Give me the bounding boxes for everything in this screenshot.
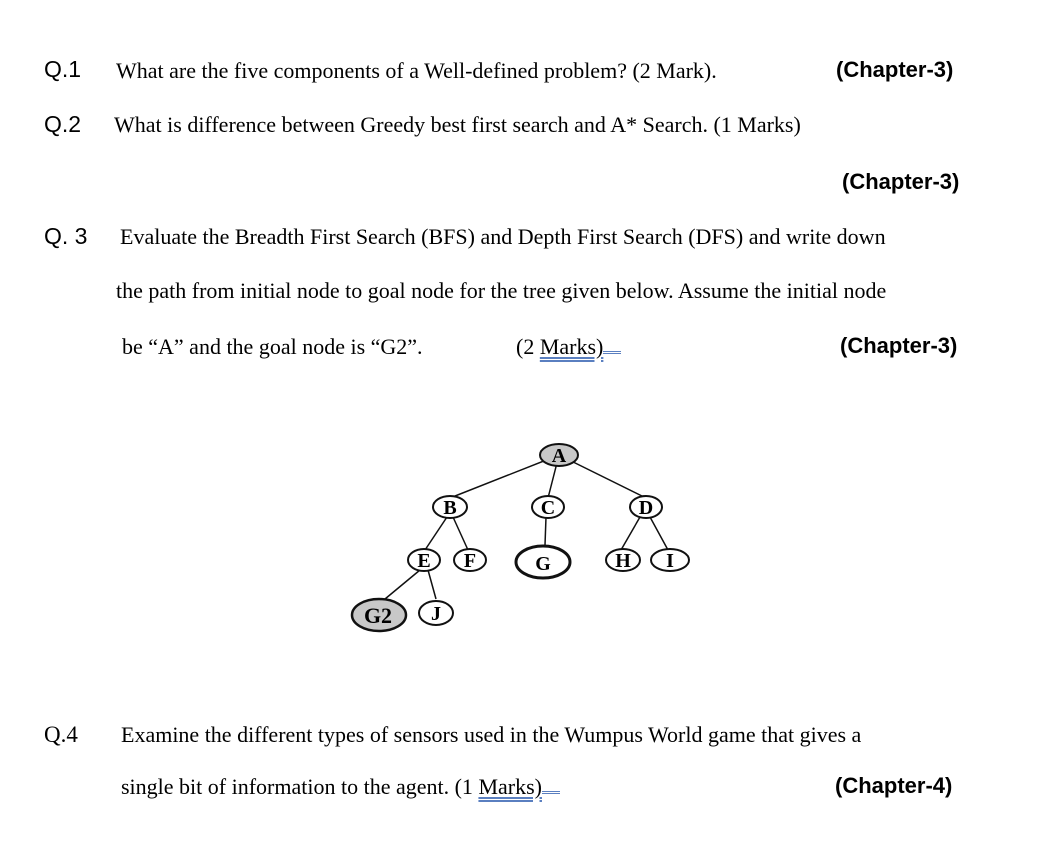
q4-number: Q.4 (44, 722, 78, 747)
node-e (408, 549, 440, 572)
q4-chapter: (Chapter-4) (835, 773, 953, 798)
node-h (606, 549, 640, 572)
node-b (433, 496, 467, 519)
q1-text: What are the five components of a Well-defined problem? (2 Mark). (116, 58, 717, 83)
node-e-label: E (417, 550, 431, 572)
node-b-label: B (443, 497, 457, 519)
q4-line-2-text: single bit of information to the agent. (1 (121, 774, 479, 799)
q3-marks-word: Marks) (539, 334, 604, 359)
q2-text: What is difference between Greedy best first search and A* Search. (1 Marks) (114, 112, 801, 137)
node-d (630, 496, 662, 519)
q1-chapter: (Chapter-3) (836, 57, 954, 82)
node-i (651, 549, 689, 572)
edge-d-h (621, 517, 640, 550)
q1-number: Q.1 (44, 56, 82, 82)
q2-number: Q.2 (44, 111, 82, 137)
node-h-label: H (615, 550, 631, 572)
q4-line-2 (121, 774, 560, 800)
q3-marks-underline (603, 351, 621, 354)
q2-chapter: (Chapter-3) (842, 169, 960, 194)
q3-line-2: the path from initial node to goal node for the tree given below. Assume the initial node (116, 278, 887, 303)
q4-marks-underline (542, 791, 560, 794)
edge-b-f (453, 517, 468, 550)
q3-chapter: (Chapter-3) (840, 333, 958, 358)
edge-e-g2 (385, 570, 420, 599)
q4-line-1: Examine the different types of sensors used in the Wumpus World game that gives a (121, 722, 862, 747)
node-g-label: G (535, 553, 551, 575)
q3-marks-prefix: (2 (516, 334, 540, 359)
node-j (419, 601, 453, 625)
edge-c-g (545, 517, 546, 545)
node-a-label: A (551, 445, 567, 467)
node-d-label: D (638, 497, 654, 519)
q3-line-3: be “A” and the goal node is “G2”. (122, 334, 423, 359)
node-a (540, 444, 578, 467)
q3-number: Q. 3 (44, 223, 88, 249)
q3-line-1: Evaluate the Breadth First Search (BFS) and Depth First Search (DFS) and write down (120, 224, 886, 249)
edge-d-i (650, 517, 668, 550)
edge-b-e (425, 517, 447, 550)
q4-marks-word: Marks) (478, 774, 542, 799)
node-i-label: I (666, 550, 674, 572)
node-f (454, 549, 486, 572)
node-g (516, 546, 570, 578)
node-g2 (352, 599, 406, 631)
node-j-label: J (431, 603, 441, 625)
node-c-label: C (540, 497, 556, 519)
edge-e-j (428, 570, 436, 599)
node-g2-label: G2 (363, 603, 393, 628)
search-tree-diagram (340, 435, 710, 640)
q3-marks (516, 334, 621, 360)
node-c (532, 496, 564, 519)
node-f-label: F (463, 550, 477, 572)
